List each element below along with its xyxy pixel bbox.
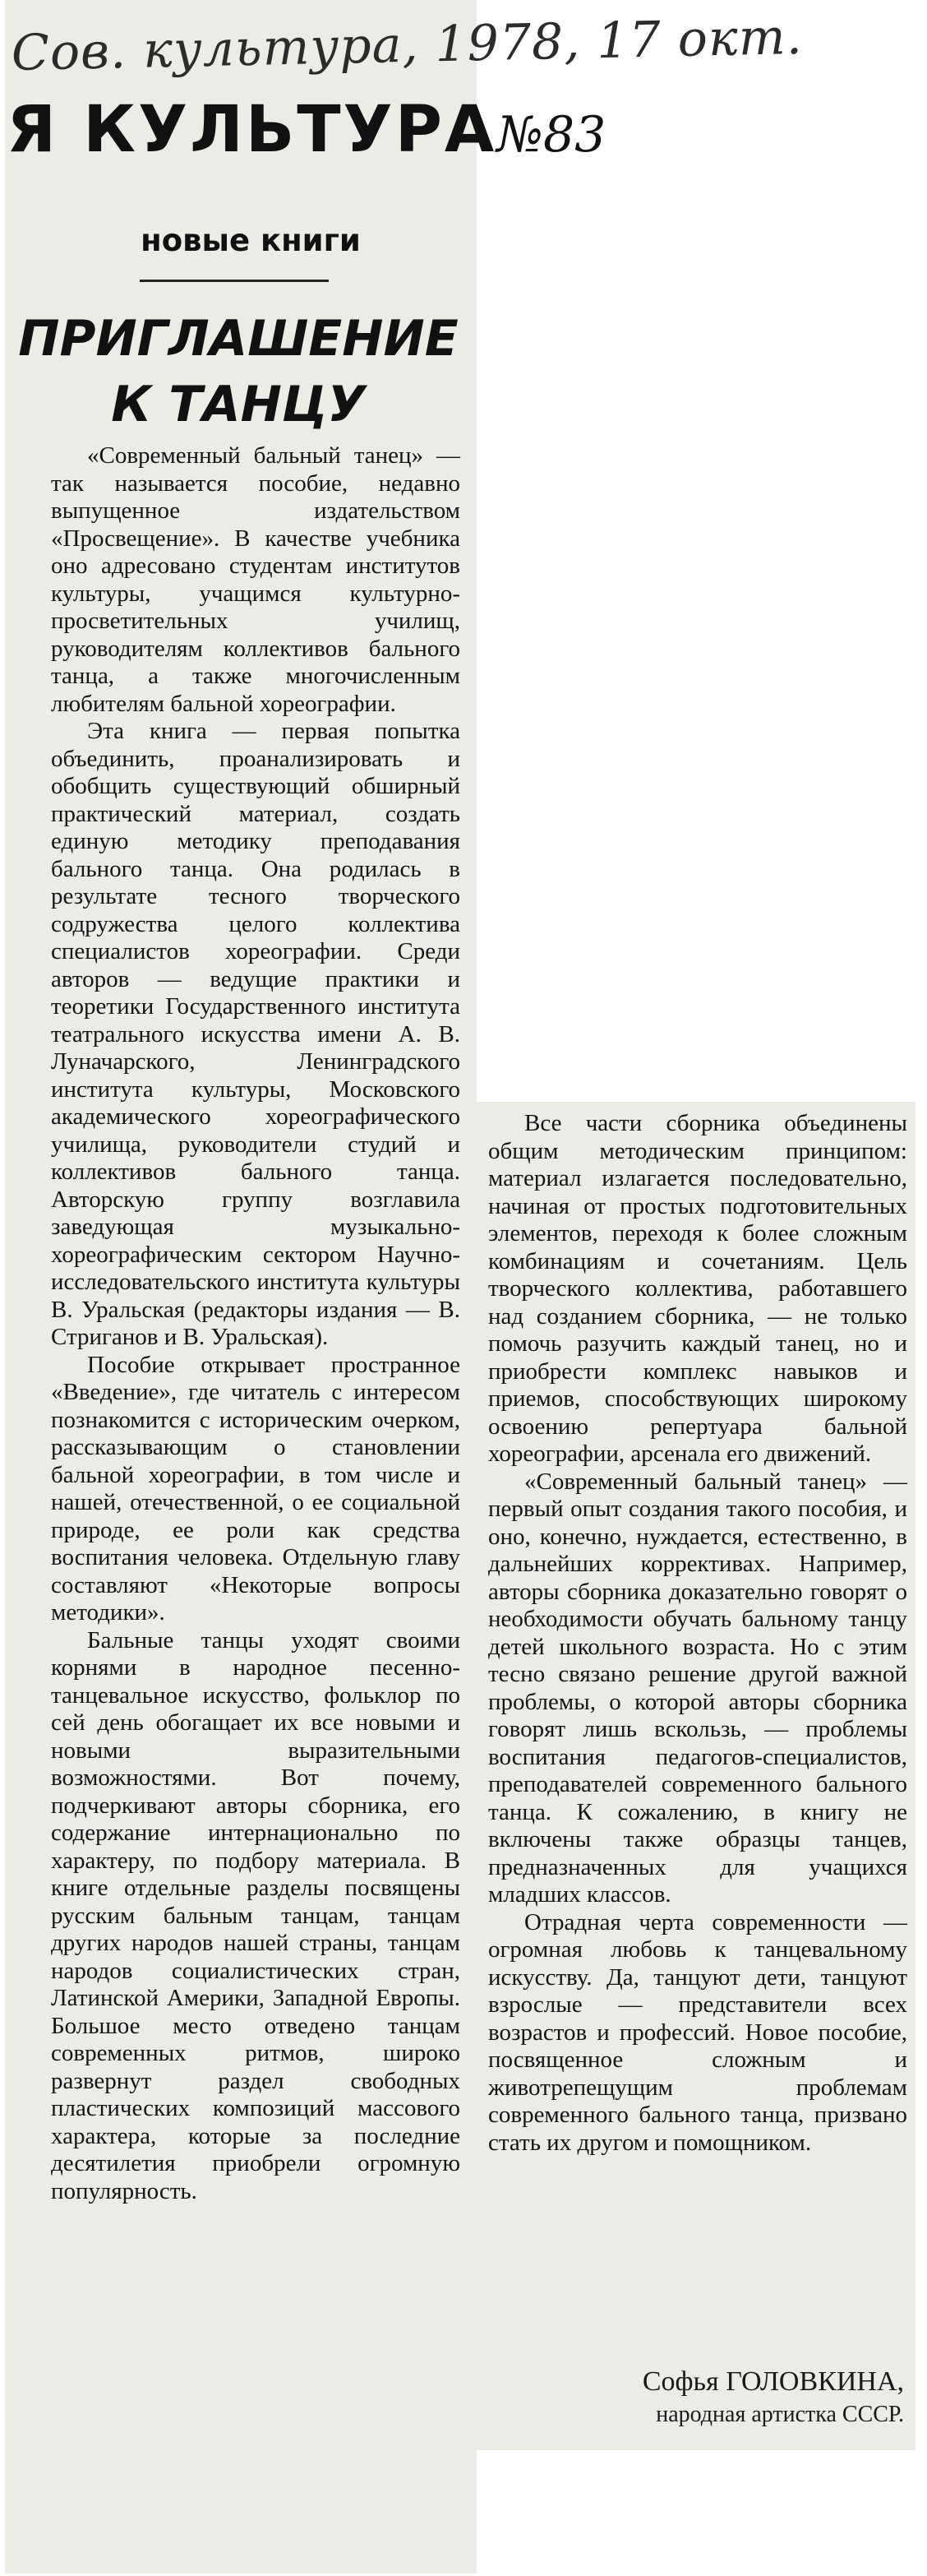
article-column-left [51, 442, 460, 2205]
article-column-right [488, 1110, 907, 2157]
paragraph: Бальные танцы уходят своими корнями в народное песенно-танцевальное искусство, фольклор по сей день обогащает их все новыми и новыми выразительными возможностями. Вот почему, подчеркивают авторы сборника, его содержание интернационально по характеру, по подбору материала. В книге отдельные разделы посвящены русским бальным танцам, танцам других народов нашей страны, танцам народов социалистических стран, Латинской Америки, Западной Европы. Большое место отведено танцам современных ритмов, широко развернут раздел свободных пластических композиций массового характера, которые за последние десятилетия приобрели огромную популярность. [51, 1626, 460, 2204]
paragraph: Пособие открывает пространное «Введение», где читатель с интересом познакомится с историческим очерком, рассказывающим о становлении бальной хореографии, в том числе и нашей, отечественной, о ее социальной природе, ее роли как средства воспитания человека. Отдельную главу составляют «Некоторые вопросы методики». [51, 1351, 460, 1626]
article-headline [16, 306, 460, 437]
issue-number: №83 [496, 106, 606, 164]
paragraph: Все части сборника объединены общим методическим принципом: материал излагается последовательно, начиная от простых подготовительных элементов, переходя к более сложным комбинациям и сочетаниям. Цель творческого коллектива, работавшего над созданием сборника, — не только помочь разучить каждый танец, но и приобрести комплекс навыков и приемов, способствующих широкому освоению репертуара бальной хореографии, арсенала его движений. [488, 1110, 907, 1467]
paragraph: «Современный бальный танец» — так называется пособие, недавно выпущенное издательством «Просвещение». В качестве учебника оно адресовано студентам институтов культуры, учащимся культурно-просветительных училищ, руководителям коллективов бального танца, а также многочисленным любителям бальной хореографии. [51, 442, 460, 717]
paragraph: «Современный бальный танец» — первый опыт создания такого пособия, и оно, конечно, нуждается, естественно, в дальнейших коррективах. Например, авторы сборника доказательно говорят о необходимости обучать бальному танцу детей школьного возраста. Но с этим тесно связано решение другой важной проблемы, о которой авторы сборника говорят лишь вскользь, — проблемы воспитания педагогов-специалистов, преподавателей современного бального танца. К сожалению, в книгу не включены также образцы танцев, предназначенных для учащихся младших классов. [488, 1468, 907, 1908]
newspaper-masthead [7, 90, 606, 169]
author-title: народная артистка СССР. [656, 2402, 904, 2427]
masthead-title: Я КУЛЬТУРА [7, 93, 497, 167]
section-rubric: новые книги [141, 223, 361, 258]
rubric-underline [140, 280, 329, 282]
handwritten-source-note: Сов. культура, 1978, 17 окт. [11, 7, 804, 82]
headline-line-2: К ТАНЦУ [111, 376, 366, 433]
paragraph: Отрадная черта современности — огромная любовь к танцевальному искусству. Да, танцуют дети, танцуют взрослые — представители всех возрастов и профессий. Новое пособие, посвященное сложным и животрепещущим проблемам современного бального танца, призвано стать их другом и помощником. [488, 1908, 907, 2156]
author-name: Софья ГОЛОВКИНА, [642, 2366, 904, 2397]
author-signature [526, 2364, 904, 2430]
paragraph: Эта книга — первая попытка объединить, проанализировать и обобщить существующий обширный практический материал, создать единую методику преподавания бального танца. Она родилась в результате тесного творческого содружества целого коллектива специалистов хореографии. Среди авторов — ведущие практики и теоретики Государственного института театрального искусства имени А. В. Луначарского, Ленинградского института культуры, Московского академического хореографического училища, руководители студий и коллективов бального танца. Авторскую группу возглавила заведующая музыкально-хореографическим сектором Научно-исследовательского института культуры В. Уральская (редакторы издания — В. Стриганов и В. Уральская). [51, 718, 460, 1350]
headline-line-1: ПРИГЛАШЕНИЕ [18, 310, 459, 368]
